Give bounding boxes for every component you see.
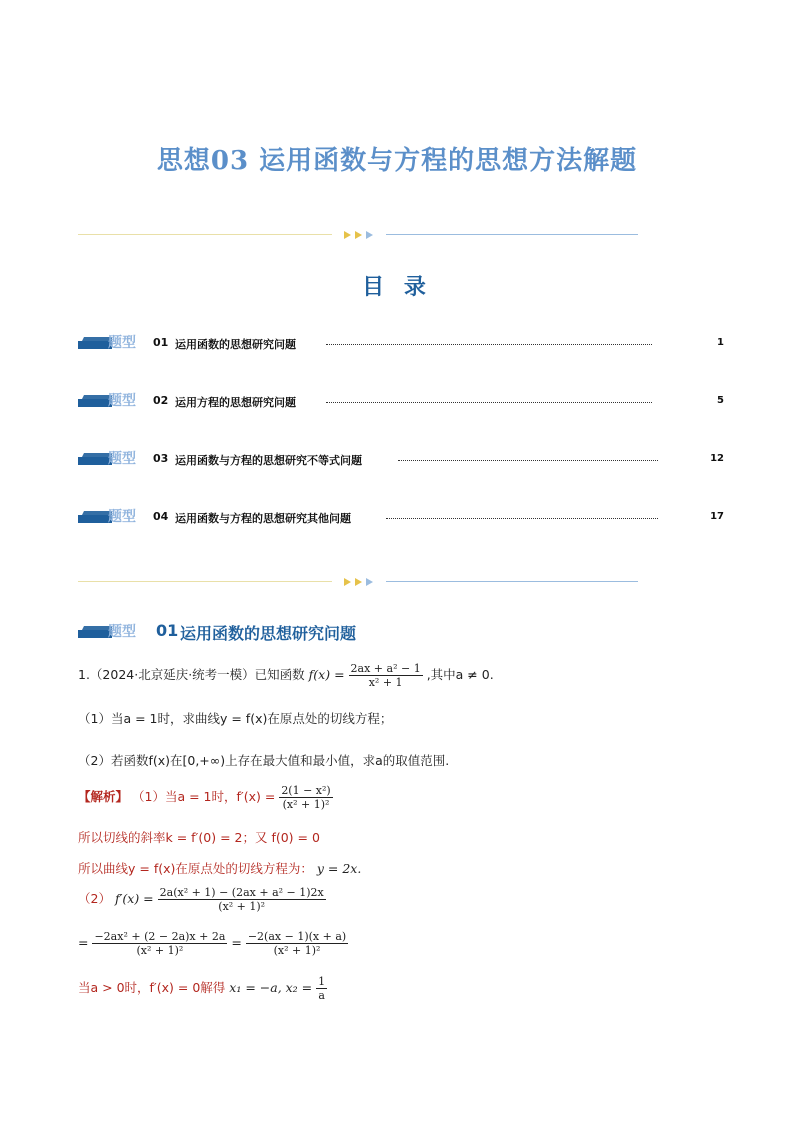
toc-leader xyxy=(326,344,652,345)
problem-statement xyxy=(78,662,494,689)
triple-arrow-icon xyxy=(336,229,382,241)
fraction-numerator: 2a(x² + 1) − (2ax + a² − 1)2x xyxy=(159,886,324,899)
tag-label: 题型 xyxy=(108,451,136,467)
toc-text: 运用方程的思想研究问题 xyxy=(175,396,296,409)
expanded-fraction xyxy=(92,930,227,957)
fraction-numerator: 2ax + a² − 1 xyxy=(350,662,421,675)
triple-arrow-icon xyxy=(336,576,382,588)
tag-label: 题型 xyxy=(108,393,136,409)
toc-item-2[interactable] xyxy=(78,391,724,411)
toc-leader xyxy=(386,518,658,519)
toc-number: 01 xyxy=(153,336,169,349)
separator-top xyxy=(78,229,638,241)
toc-page-number: 12 xyxy=(710,453,724,464)
toc-item-4[interactable] xyxy=(78,507,724,527)
toc-text: 运用函数的思想研究问题 xyxy=(175,338,296,351)
solution-line-2: 所以切线的斜率k = f′(0) = 2；又 f(0) = 0 xyxy=(78,830,320,845)
toc-title: 目 录 xyxy=(362,275,432,300)
toc-number: 04 xyxy=(153,510,169,523)
toc-item-3[interactable] xyxy=(78,449,724,469)
section-number: 01 xyxy=(156,621,179,640)
fraction-denominator: (x² + 1)² xyxy=(136,944,184,957)
function-label: f(x) = xyxy=(308,667,345,682)
tag-label: 题型 xyxy=(108,624,136,640)
fraction-denominator: (x² + 1)² xyxy=(282,798,330,811)
tag-label: 题型 xyxy=(108,335,136,351)
tag-label: 题型 xyxy=(108,509,136,525)
page-title: 思想03 运用函数与方程的思想方法解题 xyxy=(156,146,638,176)
toc-page-number: 5 xyxy=(717,395,724,406)
solution-line-3 xyxy=(78,859,361,877)
fraction-denominator: a xyxy=(318,989,325,1002)
function-fraction xyxy=(349,662,423,689)
question-1: （1）当a = 1时，求曲线y = f(x)在原点处的切线方程； xyxy=(78,711,393,726)
toc-page-number: 1 xyxy=(717,337,724,348)
part-label: （2） xyxy=(78,891,111,906)
derivative-fraction xyxy=(279,784,332,811)
roots-expression: x₁ = −a, x₂ = xyxy=(229,980,313,995)
solution-line-6 xyxy=(78,975,327,1002)
problem-intro: 1.（2024·北京延庆·统考一模）已知函数 xyxy=(78,667,305,682)
separator-bottom xyxy=(78,576,638,588)
derivative-fraction xyxy=(158,886,326,913)
solution-text: （1）当a = 1时，f′(x) = xyxy=(132,789,276,804)
solution-line-4 xyxy=(78,886,326,913)
toc-item-1[interactable] xyxy=(78,333,724,353)
toc-number: 02 xyxy=(153,394,169,407)
fraction-numerator: −2(ax − 1)(x + a) xyxy=(247,930,347,943)
toc-page-number: 17 xyxy=(710,511,724,522)
tangent-equation: y = 2x. xyxy=(316,861,362,876)
toc-leader xyxy=(326,402,652,403)
problem-condition: ,其中a ≠ 0. xyxy=(426,667,494,682)
solution-line-5: = $\frac{\text{−2ax² + (2 − 2a)x + 2a}}{\text{(x² + 1)²}}$ = $\frac{-2(ax - 1)(x + a)}{\text{(x² + 1)²}}$ xyxy=(78,930,347,957)
toc-number: 03 xyxy=(153,452,169,465)
solution-text: 当a > 0时，f′(x) = 0解得 xyxy=(78,980,226,995)
toc-leader xyxy=(398,460,658,461)
toc-text: 运用函数与方程的思想研究其他问题 xyxy=(175,512,351,525)
fraction-denominator: x² + 1 xyxy=(368,676,403,689)
fraction-denominator: (x² + 1)² xyxy=(218,900,266,913)
solution-label: 【解析】 xyxy=(78,789,129,804)
question-2: （2）若函数f(x)在[0,+∞)上存在最大值和最小值，求a的取值范围. xyxy=(78,753,450,768)
solution-text: 所以曲线y = f(x)在原点处的切线方程为： xyxy=(78,861,313,876)
fraction-numerator: 2(1 − x²) xyxy=(281,784,331,797)
section-title: 运用函数的思想研究问题 xyxy=(180,624,357,643)
factored-fraction xyxy=(246,930,348,957)
section-header xyxy=(78,620,578,642)
solution-line-1 xyxy=(78,784,333,811)
fraction-numerator: −2ax² + (2 − 2a)x + 2a xyxy=(94,930,226,943)
toc-text: 运用函数与方程的思想研究不等式问题 xyxy=(175,454,362,467)
root-fraction xyxy=(316,975,327,1002)
fraction-denominator: (x² + 1)² xyxy=(273,944,321,957)
fraction-numerator: 1 xyxy=(318,975,326,988)
derivative-label: f′(x) = xyxy=(114,891,154,906)
